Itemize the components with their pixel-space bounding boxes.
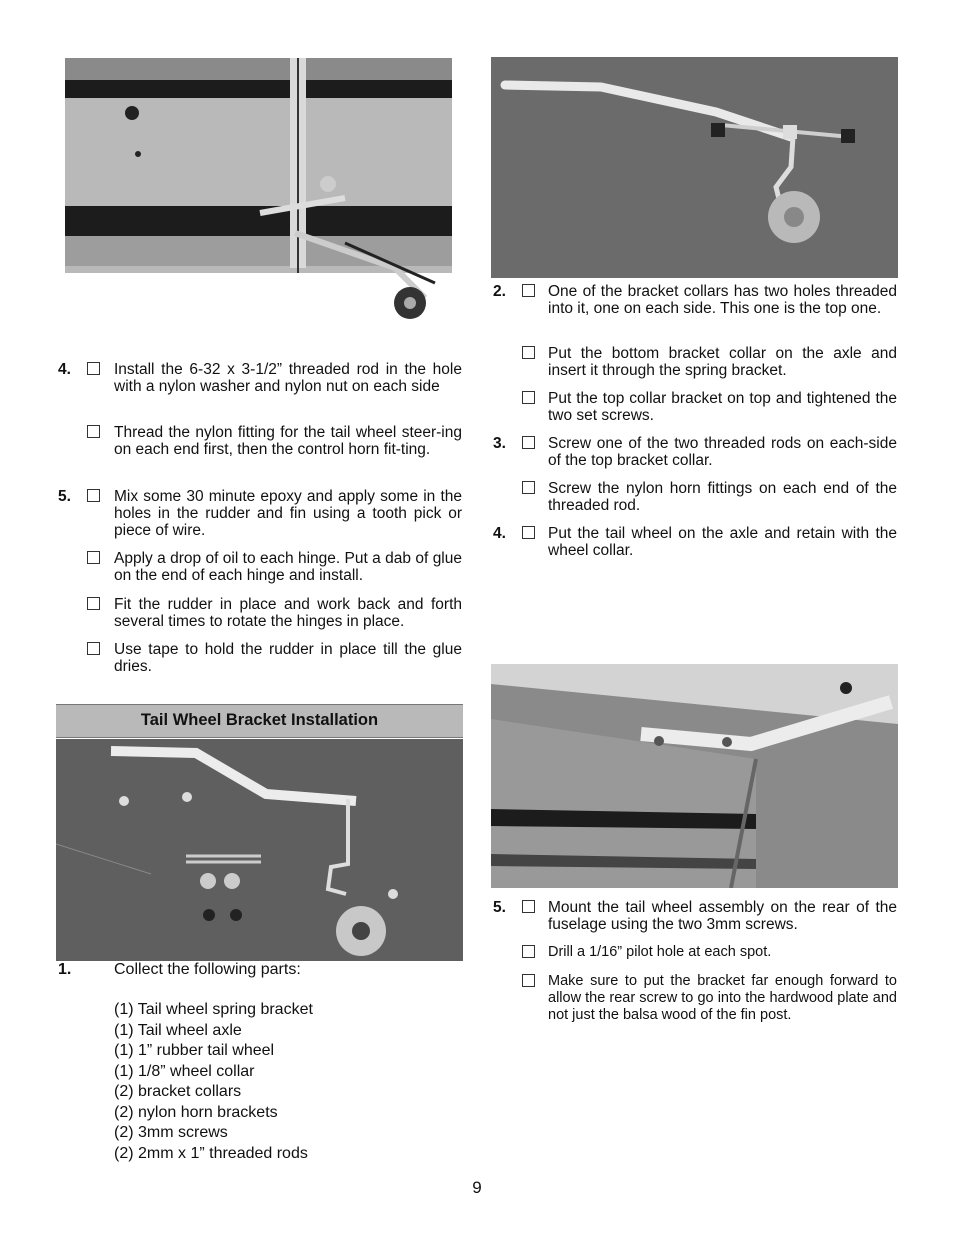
checkbox[interactable] — [87, 489, 100, 502]
step-text: Thread the nylon fitting for the tail wheel steer-ing on each end first, then the control horn fit-ting. — [114, 424, 462, 458]
step-text: Mount the tail wheel assembly on the rear of the fuselage using the two 3mm screws. — [548, 899, 897, 933]
checkbox[interactable] — [522, 481, 535, 494]
step-number: 3. — [493, 435, 506, 452]
step-text: One of the bracket collars has two holes threaded into it, one on each side. This one is the top one. — [548, 283, 897, 317]
list-item: (1) 1” rubber tail wheel — [114, 1042, 275, 1059]
step-text: Put the tail wheel on the axle and retain with the wheel collar. — [548, 525, 897, 559]
right-step-5 — [493, 899, 897, 936]
step-number: 5. — [58, 488, 71, 505]
step-number: 5. — [493, 899, 506, 916]
checkbox[interactable] — [522, 346, 535, 359]
step-text: Make sure to put the bracket far enough forward to allow the rear screw to go into the hardwood plate and not just the balsa wood of the fin post. — [548, 973, 897, 1023]
photo-tailwheel-assembly — [491, 57, 898, 278]
page-number: 9 — [472, 1178, 482, 1197]
step-number: 4. — [493, 525, 506, 542]
list-item: (2) bracket collars — [114, 1083, 242, 1100]
photo-fuselage-mount — [491, 664, 898, 888]
checkbox[interactable] — [522, 974, 535, 987]
checkbox[interactable] — [87, 362, 100, 375]
list-item: (2) 2mm x 1” threaded rods — [114, 1144, 308, 1162]
step-text: Drill a 1/16” pilot hole at each spot. — [548, 944, 772, 960]
step-text: Apply a drop of oil to each hinge. Put a dab of glue on the end of each hinge and install. — [114, 550, 462, 584]
checkbox[interactable] — [87, 642, 100, 655]
left-step-5c — [58, 596, 462, 634]
right-step-4 — [493, 525, 897, 562]
left-step-5 — [58, 488, 462, 543]
section-header: Tail Wheel Bracket Installation — [56, 704, 463, 738]
list-item: (1) 1/8” wheel collar — [114, 1062, 255, 1080]
checkbox[interactable] — [87, 425, 100, 438]
step-text: Put the bottom bracket collar on the axle and insert it through the spring bracket. — [548, 345, 897, 379]
left-step-4b — [58, 424, 462, 480]
step-text: Screw the nylon horn fittings on each end of the threaded rod. — [548, 480, 897, 514]
right-step-3b — [493, 480, 897, 517]
step-number: 1. — [58, 961, 72, 978]
right-step-3 — [493, 435, 897, 472]
step-text: Collect the following parts: — [114, 961, 301, 978]
step-1 — [58, 961, 462, 979]
step-text: Mix some 30 minute epoxy and apply some in the holes in the rudder and fin using a tooth pick or piece of wire. — [114, 488, 462, 539]
left-step-5b — [58, 550, 462, 588]
checkbox[interactable] — [522, 945, 535, 958]
step-text: Use tape to hold the rudder in place till the glue dries. — [114, 641, 462, 675]
right-step-5c — [493, 973, 897, 1024]
right-steps-bottom — [493, 899, 897, 1024]
list-item: (2) nylon horn brackets — [114, 1103, 278, 1121]
list-item: (2) 3mm screws — [114, 1124, 228, 1141]
left-step-4 — [58, 361, 462, 418]
list-item: (1) Tail wheel spring bracket — [114, 1001, 313, 1018]
right-step-5b — [493, 944, 897, 964]
right-step-2c — [493, 390, 897, 427]
checkbox[interactable] — [522, 391, 535, 404]
checkbox[interactable] — [522, 900, 535, 913]
right-step-2 — [493, 283, 897, 337]
list-item: (1) Tail wheel axle — [114, 1021, 242, 1039]
checkbox[interactable] — [522, 436, 535, 449]
checkbox[interactable] — [522, 284, 535, 297]
right-step-2b — [493, 345, 897, 382]
step-number: 2. — [493, 283, 506, 300]
parts-list — [114, 1000, 313, 1164]
right-steps-top — [493, 283, 897, 562]
left-step-5d — [58, 641, 462, 679]
photo-rudder-tailwheel — [65, 58, 452, 328]
step-text: Install the 6-32 x 3-1/2” threaded rod in the hole with a nylon washer and nylon nut on each side — [114, 361, 462, 395]
step-number: 4. — [58, 361, 71, 378]
step-text: Screw one of the two threaded rods on each-side of the top bracket collar. — [548, 435, 897, 469]
step-text: Put the top collar bracket on top and tightened the two set screws. — [548, 390, 897, 424]
left-steps — [58, 361, 462, 679]
checkbox[interactable] — [87, 597, 100, 610]
photo-parts-layout — [56, 739, 463, 961]
checkbox[interactable] — [87, 551, 100, 564]
checkbox[interactable] — [522, 526, 535, 539]
step-text: Fit the rudder in place and work back and forth several times to rotate the hinges in place. — [114, 596, 462, 630]
